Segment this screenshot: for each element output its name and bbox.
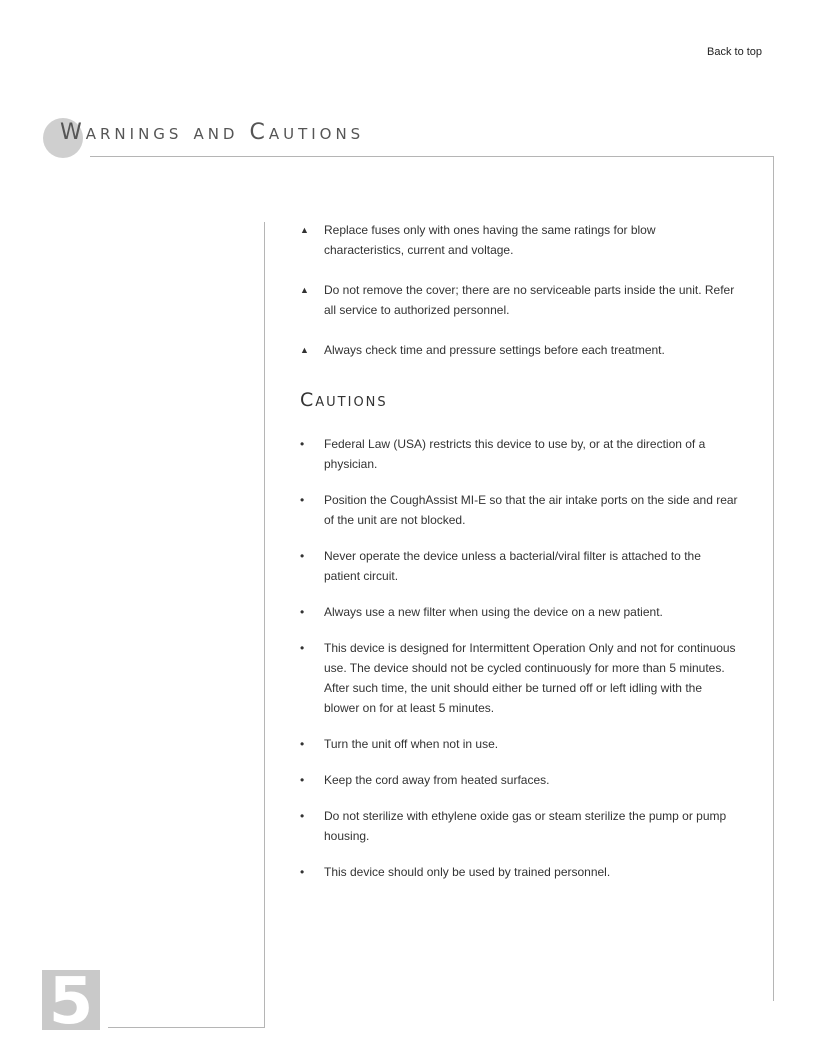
list-item — [298, 434, 738, 474]
back-to-top-link[interactable]: Back to top — [707, 46, 763, 58]
main-content — [298, 220, 738, 898]
caution-text: Never operate the device unless a bacterial/viral filter is attached to the patient circuit. — [324, 549, 701, 583]
bullet-icon: • — [300, 737, 305, 751]
list-item — [298, 602, 738, 622]
caution-text: Keep the cord away from heated surfaces. — [324, 773, 550, 787]
bullet-icon: • — [300, 493, 305, 507]
bullet-icon: • — [300, 809, 305, 823]
list-item — [298, 770, 738, 790]
bullet-icon: • — [300, 641, 305, 655]
cautions-list — [298, 434, 738, 882]
list-item — [298, 280, 738, 320]
list-item — [298, 490, 738, 530]
caution-text: Position the CoughAssist MI-E so that the air intake ports on the side and rear of the unit are not blocked. — [324, 493, 738, 527]
bullet-icon: • — [300, 605, 305, 619]
list-item — [298, 734, 738, 754]
warning-text: Do not remove the cover; there are no serviceable parts inside the unit. Refer all service to authorized personnel. — [324, 283, 735, 317]
bullet-icon: • — [300, 549, 305, 563]
bullet-icon: • — [300, 865, 305, 879]
triangle-bullet-icon: ▲ — [300, 225, 309, 235]
list-item — [298, 546, 738, 586]
caution-text: Do not sterilize with ethylene oxide gas or steam sterilize the pump or pump housing. — [324, 809, 727, 843]
list-item — [298, 862, 738, 882]
triangle-bullet-icon: ▲ — [300, 285, 309, 295]
list-item — [298, 638, 738, 718]
warnings-list — [298, 220, 738, 360]
caution-text: Federal Law (USA) restricts this device to use by, or at the direction of a physician. — [324, 437, 706, 471]
caution-text: This device is designed for Intermittent Operation Only and not for continuous use. The device should not be cycled continuously for more than 5 minutes. After such time, the unit should either be turned off or left idling with the blower on for at least 5 minutes. — [324, 641, 736, 715]
bullet-icon: • — [300, 773, 305, 787]
page-number-badge: 5 — [42, 970, 100, 1030]
triangle-bullet-icon: ▲ — [300, 345, 309, 355]
caution-text: Always use a new filter when using the device on a new patient. — [324, 605, 663, 619]
warning-text: Replace fuses only with ones having the same ratings for blow characteristics, current and voltage. — [324, 223, 656, 257]
list-item — [298, 340, 738, 360]
warning-text: Always check time and pressure settings before each treatment. — [324, 343, 665, 357]
title-underline — [90, 156, 774, 157]
caution-text: This device should only be used by trained personnel. — [324, 865, 611, 879]
right-border-rule — [773, 156, 774, 1001]
list-item — [298, 806, 738, 846]
bullet-icon: • — [300, 437, 305, 451]
bottom-border-rule — [108, 1027, 265, 1028]
left-border-rule — [264, 222, 265, 1028]
caution-text: Turn the unit off when not in use. — [324, 737, 499, 751]
page-title: Warnings and Cautions — [60, 120, 365, 145]
cautions-heading: Cautions — [300, 389, 388, 411]
list-item — [298, 220, 738, 260]
